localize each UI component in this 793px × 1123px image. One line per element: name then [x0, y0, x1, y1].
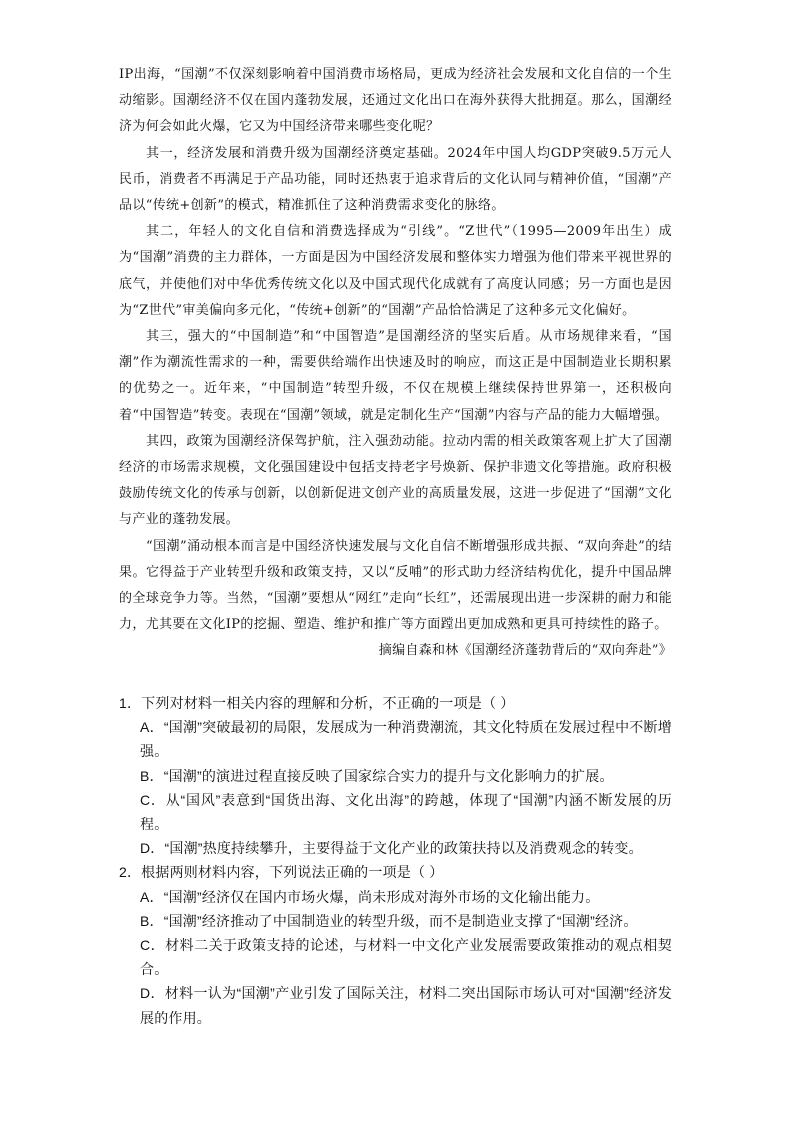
- passage-paragraph-1: 其一，经济发展和消费升级为国潮经济奠定基础。2024年中国人均GDP突破9.5万元人民币，消费者不再满足于产品功能，同时还热衷于追求背后的文化认同与精神价值，“国潮”产品以“传统+创新”的模式，精准抓住了这种消费需求变化的脉络。: [119, 145, 672, 214]
- option-a: A．“国潮”经济仅在国内市场火爆，尚未形成对海外市场的文化输出能力。: [140, 888, 600, 905]
- option-d: D．“国潮”热度持续攀升，主要得益于文化产业的政策扶持以及消费观念的转变。: [140, 840, 643, 857]
- question-2: [119, 860, 672, 1029]
- option-c: C．材料二关于政策支持的论述，与材料一中文化产业发展需要政策推动的观点相契合。: [140, 937, 672, 978]
- option-b: B．“国潮”的演进过程直接反映了国家综合实力的提升与文化影响力的扩展。: [140, 767, 614, 784]
- passage-paragraph-4: 其四，政策为国潮经济保驾护航，注入强劲动能。拉动内需的相关政策客观上扩大了国潮经济的市场需求规模，文化强国建设中包括支持老字号焕新、保护非遗文化等措施。政府积极鼓励传统文化的传承与创新，以创新促进文创产业的高质量发展，这进一步促进了“国潮”文化与产业的蓬勃发展。: [119, 433, 672, 528]
- question-stem: 2．根据两则材料内容，下列说法正确的一项是（ ）: [119, 864, 444, 881]
- question-1: [119, 691, 672, 860]
- passage-source: 摘编自森和林《国潮经济蓬勃背后的“双向奔赴”》: [378, 643, 672, 659]
- passage-paragraph-5: “国潮”涌动根本而言是中国经济快速发展与文化自信不断增强形成共振、“双向奔赴”的结果。它得益于产业转型升级和政策支持，又以“反哺”的形式助力经济结构优化，提升中国品牌的全球竞争力等。当然，“国潮”要想从“网红”走向“长红”，还需展现出进一步深耕的耐力和能力，尤其要在文化IP的挖掘、塑造、维护和推广等方面蹚出更加成熟和更具可持续性的路子。: [119, 538, 672, 633]
- passage-paragraph-intro: IP出海，“国潮”不仅深刻影响着中国消费市场格局，更成为经济社会发展和文化自信的一个生动缩影。国潮经济不仅在国内蓬勃发展，还通过文化出口在海外获得大批拥趸。那么，国潮经济为何会如此火爆，它又为中国经济带来哪些变化呢？: [119, 67, 672, 135]
- question-list: [119, 691, 672, 1030]
- option-c: C．从“国风”表意到“国货出海、文化出海”的跨越，体现了“国潮”内涵不断发展的历程。: [140, 791, 672, 833]
- passage-paragraph-2: 其二，年轻人的文化自信和消费选择成为“引线”。“Z世代”（1995—2009年出生）成为“国潮”消费的主力群体，一方面是因为中国经济发展和整体实力增强为他们带来平视世界的底气，并使他们对中华优秀传统文化以及中国式现代化成就有了高度认同感；另一方面也是因为“Z世代”审美偏向多元化，“传统+创新”的“国潮”产品恰恰满足了这种多元文化偏好。: [119, 224, 672, 318]
- question-stem: 1．下列对材料一相关内容的理解和分析，不正确的一项是（ ）: [119, 695, 515, 711]
- option-d: D．材料一认为“国潮”产业引发了国际关注，材料二突出国际市场认可对“国潮”经济发展的作用。: [140, 985, 672, 1026]
- option-a: A．“国潮”突破最初的局限，发展成为一种消费潮流，其文化特质在发展过程中不断增强。: [140, 719, 672, 760]
- passage-paragraph-3: 其三，强大的“中国制造”和“中国智造”是国潮经济的坚实后盾。从市场规律来看，“国潮”作为潮流性需求的一种，需要供给端作出快速及时的响应，而这正是中国制造业长期积累的优势之一。近年来，“中国制造”转型升级，不仅在规模上继续保持世界第一，还积极向着“中国智造”转变。表现在“国潮”领域，就是定制化生产“国潮”内容与产品的能力大幅增强。: [119, 329, 672, 423]
- option-b: B．“国潮”经济推动了中国制造业的转型升级，而不是制造业支撑了“国潮”经济。: [140, 912, 638, 929]
- reading-passage: [119, 62, 672, 665]
